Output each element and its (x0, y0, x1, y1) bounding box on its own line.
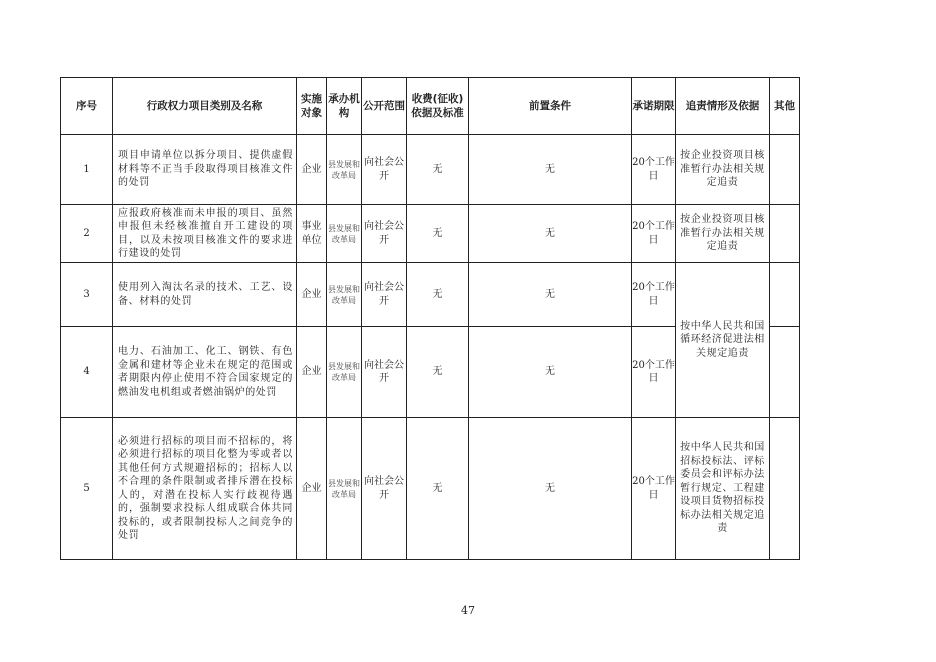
cell-other (770, 205, 800, 263)
cell-fee: 无 (407, 327, 469, 418)
cell-public: 向社会公开 (362, 418, 407, 560)
header-accountability: 追责情形及依据 (676, 78, 770, 135)
cell-name: 使用列入淘汰名录的技术、工艺、设备、材料的处罚 (113, 263, 297, 327)
table-row (61, 263, 800, 327)
header-target: 实施对象 (297, 78, 327, 135)
cell-public: 向社会公开 (362, 327, 407, 418)
cell-accountability: 按企业投资项目核准暂行办法相关规定追责 (676, 135, 770, 205)
cell-name: 电力、石油加工、化工、钢铁、有色金属和建材等企业未在规定的范围或者期限内停止使用不符合国家规定的燃油发电机组或者燃油锅炉的处罚 (113, 327, 297, 418)
header-row (61, 78, 800, 135)
header-fee: 收费(征收)依据及标准 (407, 78, 469, 135)
cell-name: 必须进行招标的项目而不招标的，将必须进行招标的项目化整为零或者以其他任何方式规避招标的；招标人以不合理的条件限制或者排斥潜在投标人的，对潜在投标人实行歧视待遇的，强制要求投标人组成联合体共同投标的，或者限制投标人之间竞争的处罚 (113, 418, 297, 560)
cell-precondition: 无 (469, 263, 632, 327)
cell-seq: 1 (61, 135, 113, 205)
cell-accountability: 按企业投资项目核准暂行办法相关规定追责 (676, 205, 770, 263)
cell-public: 向社会公开 (362, 205, 407, 263)
table-row (61, 135, 800, 205)
cell-fee: 无 (407, 205, 469, 263)
cell-deadline: 20个工作日 (632, 418, 676, 560)
cell-other (770, 135, 800, 205)
cell-name: 应报政府核准而未申报的项目、虽然申报但未经核准擅自开工建设的项目，以及未按项目核准文件的要求进行建设的处罚 (113, 205, 297, 263)
cell-deadline: 20个工作日 (632, 135, 676, 205)
cell-seq: 2 (61, 205, 113, 263)
cell-seq: 5 (61, 418, 113, 560)
cell-deadline: 20个工作日 (632, 263, 676, 327)
cell-target: 事业单位 (297, 205, 327, 263)
cell-fee: 无 (407, 135, 469, 205)
cell-other (770, 263, 800, 327)
administrative-power-table (60, 77, 800, 560)
cell-precondition: 无 (469, 418, 632, 560)
header-public: 公开范围 (362, 78, 407, 135)
cell-agency: 县发展和改革局 (327, 418, 362, 560)
cell-precondition: 无 (469, 135, 632, 205)
header-other: 其他 (770, 78, 800, 135)
cell-agency: 县发展和改革局 (327, 135, 362, 205)
header-deadline: 承诺期限 (632, 78, 676, 135)
accountability-table-wrapper (60, 77, 800, 560)
cell-fee: 无 (407, 418, 469, 560)
cell-other (770, 418, 800, 560)
cell-precondition: 无 (469, 205, 632, 263)
cell-agency: 县发展和改革局 (327, 205, 362, 263)
cell-fee: 无 (407, 263, 469, 327)
header-precondition: 前置条件 (469, 78, 632, 135)
page-number: 47 (461, 604, 475, 617)
cell-target: 企业 (297, 418, 327, 560)
header-seq: 序号 (61, 78, 113, 135)
cell-agency: 县发展和改革局 (327, 327, 362, 418)
header-agency: 承办机构 (327, 78, 362, 135)
table-row (61, 205, 800, 263)
cell-other (770, 327, 800, 418)
cell-public: 向社会公开 (362, 135, 407, 205)
cell-target: 企业 (297, 327, 327, 418)
cell-precondition: 无 (469, 327, 632, 418)
cell-accountability-merged: 按中华人民共和国循环经济促进法相关规定追责 (676, 263, 770, 418)
cell-name: 项目申请单位以拆分项目、提供虚假材料等不正当手段取得项目核准文件的处罚 (113, 135, 297, 205)
cell-seq: 4 (61, 327, 113, 418)
cell-accountability: 按中华人民共和国招标投标法、评标委员会和评标办法暂行规定、工程建设项目货物招标投标办法相关规定追责 (676, 418, 770, 560)
cell-target: 企业 (297, 263, 327, 327)
cell-deadline: 20个工作日 (632, 327, 676, 418)
cell-public: 向社会公开 (362, 263, 407, 327)
cell-target: 企业 (297, 135, 327, 205)
cell-agency: 县发展和改革局 (327, 263, 362, 327)
cell-deadline: 20个工作日 (632, 205, 676, 263)
cell-seq: 3 (61, 263, 113, 327)
table-row (61, 418, 800, 560)
header-name: 行政权力项目类别及名称 (113, 78, 297, 135)
